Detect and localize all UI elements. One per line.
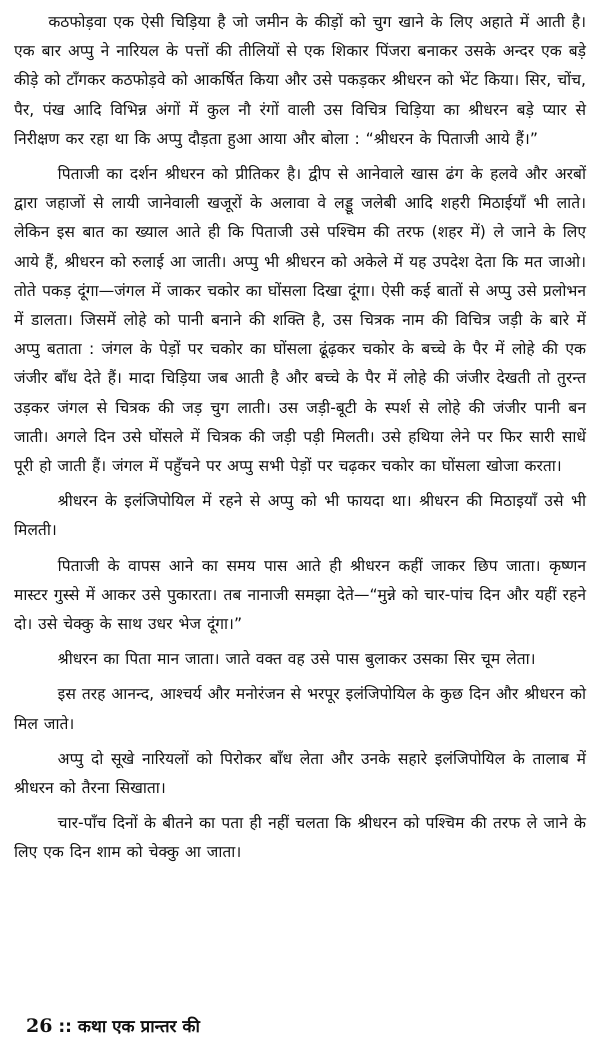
- paragraph-woodpecker: कठफोड़वा एक ऐसी चिड़िया है जो जमीन के कीड़ों को चुग खाने के लिए अहाते में आती है। एक बार अप्पु ने नारियल के पत्तों की तीलियों से एक शिकार पिंजरा बनाकर उसके अन्दर एक बड़े कीड़े को टाँगकर कठफोड़वे को आकर्षित किया और उसे पकड़कर श्रीधरन को भेंट किया। सिर, चोंच, पैर, पंख आदि विभिन्न अंगों में कुल नौ रंगों वाली उस विचित्र चिड़िया का श्रीधरन बड़े प्यार से निरीक्षण कर रहा था कि अप्पु दौड़ता हुआ आया और बोला : “श्रीधरन के पिताजी आये हैं।”: [14, 13, 586, 148]
- paragraph-hiding: पिताजी के वापस आने का समय पास आते ही श्रीधरन कहीं जाकर छिप जाता। कृष्णन मास्टर गुस्से में आकर उसे पुकारता। तब नानाजी समझा देते—“मुन्ने को चार-पांच दिन और यहीं रहने दो। उसे चेक्कु के साथ उधर भेज दूंगा।”: [14, 556, 586, 634]
- page-number: 26: [26, 1015, 53, 1037]
- paragraph-swimming: अप्पु दो सूखे नारियलों को पिरोकर बाँध लेता और उनके सहारे इलंजिपोयिल के तालाब में श्रीधरन को तैरना सिखाता।: [14, 749, 586, 798]
- footer-separator: ::: [58, 1017, 72, 1037]
- paragraph-happy-days: इस तरह आनन्द, आश्चर्य और मनोरंजन से भरपूर इलंजिपोयिल के कुछ दिन और श्रीधरन को मिल जाते।: [14, 685, 586, 733]
- paragraph-sweets: श्रीधरन के इलंजिपोयिल में रहने से अप्पु को भी फायदा था। श्रीधरन की मिठाइयाँ उसे भी मिलती।: [14, 492, 586, 540]
- book-title: कथा एक प्रान्तर की: [77, 1017, 200, 1037]
- paragraph-chekku-arrives: चार-पाँच दिनों के बीतने का पता ही नहीं चलता कि श्रीधरन को पश्चिम की तरफ ले जाने के लिए एक दिन शाम को चेक्कु आ जाता।: [14, 814, 586, 862]
- page-body-text: [14, 8, 586, 868]
- paragraph-father-visit: पिताजी का दर्शन श्रीधरन को प्रीतिकर है। द्वीप से आनेवाले खास ढंग के हलवे और अरबों द्वारा जहाजों से लायी जानेवाली खजूरों के अलावा वे लड्डू जलेबी आदि शहरी मिठाईयाँ भी लाते। लेकिन इस बात का ख्याल आते ही कि पिताजी उसे पश्चिम की तरफ (शहर में) ले जाने के लिए आये हैं, श्रीधरन को रुलाई आ जाती। अप्पु भी श्रीधरन को अकेले में यह उपदेश देता कि मत जाओ। तोते पकड़ दूंगा—जंगल में जाकर चकोर का घोंसला दिखा दूंगा। ऐसी कई बातों से अप्पु उसे प्रलोभन में डालता। जिसमें लोहे को पानी बनाने की शक्ति है, उस चित्रक नाम की विचित्र जड़ी के बारे में अप्पु बताता : जंगल के पेड़ों पर चकोर का घोंसला ढूंढ़कर चकोर के बच्चे के पैर में लोहे की एक जंजीर बाँध देते हैं। मादा चिड़िया जब आती है और बच्चे के पैर में लोहे की जंजीर देखती तो तुरन्त उड़कर जंगल से चित्रक की जड़ चुग लाती। उस जड़ी-बूटी के स्पर्श से लोहे की जंजीर पानी बन जाती। अगले दिन उसे घोंसले में चित्रक की जड़ी पड़ी मिलती। उसे हथिया लेने पर फिर सारी साधें पूरी हो जाती हैं। जंगल में पहुँचने पर अप्पु सभी पेड़ों पर चढ़कर चकोर का घोंसला खोजा करता।: [14, 165, 586, 476]
- paragraph-father-agrees: श्रीधरन का पिता मान जाता। जाते वक्त वह उसे पास बुलाकर उसका सिर चूम लेता।: [57, 650, 536, 669]
- page-footer: [26, 1014, 200, 1037]
